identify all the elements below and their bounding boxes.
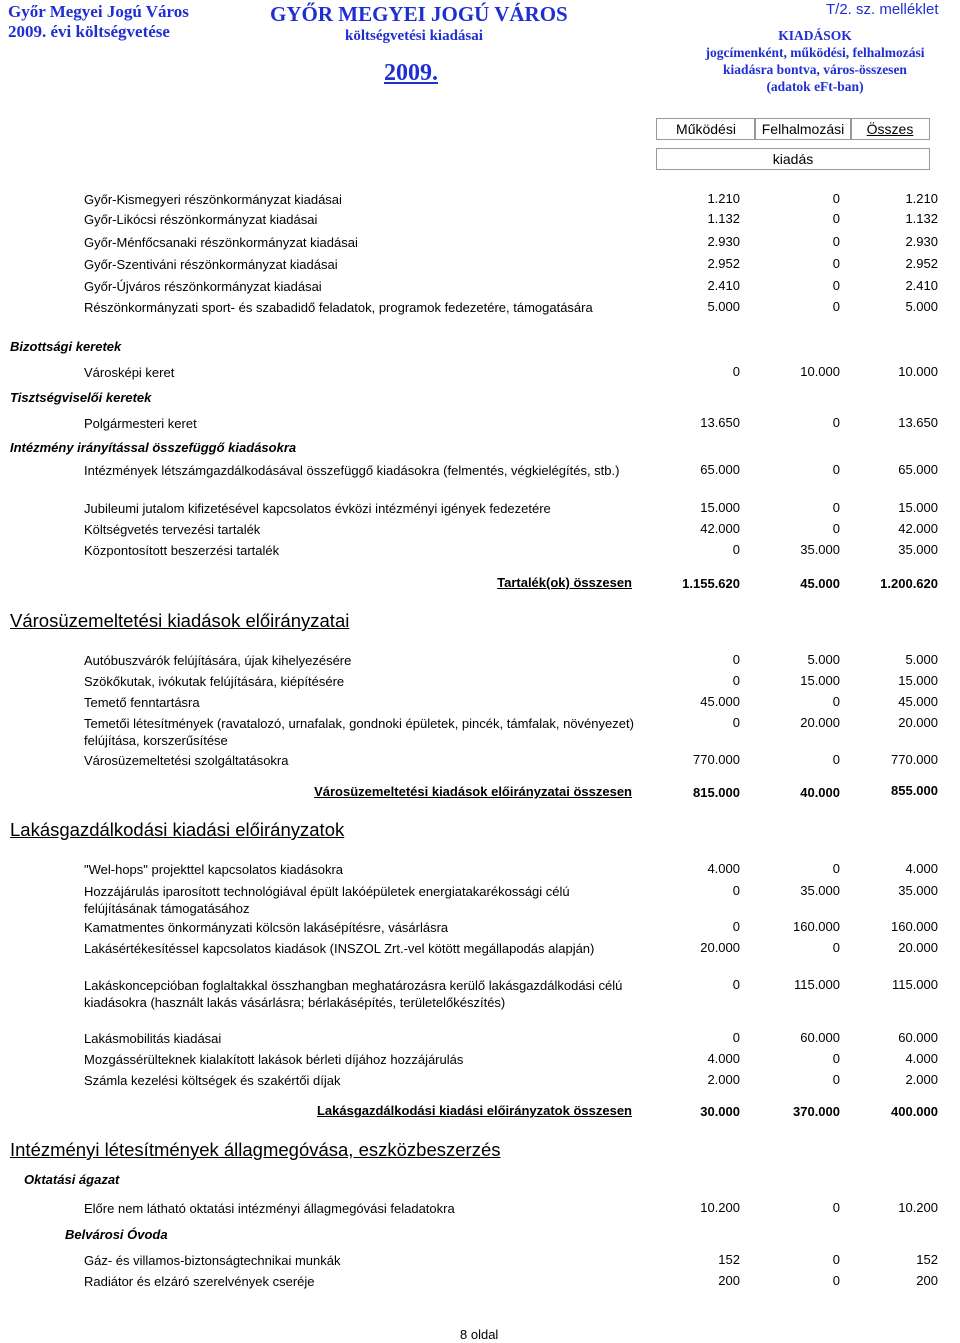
row-label: "Wel-hops" projekttel kapcsolatos kiadásokra (84, 862, 344, 877)
row-osszes: 20.000 (898, 940, 938, 955)
row-felhalmozasi: 0 (832, 234, 840, 249)
sub-belvarosi-ovoda: Belvárosi Óvoda (65, 1227, 168, 1242)
row-osszes: 2.410 (905, 278, 938, 293)
row-mukodesi: 1.210 (707, 191, 740, 206)
row-label: Temetői létesítmények (ravatalozó, urnafalak, gondnoki épületek, pincék, támfalak, növényezet) felújítása, korszerűsítése (84, 716, 634, 748)
row-osszes: 4.000 (905, 861, 938, 876)
row-mukodesi: 13.650 (700, 415, 740, 430)
row-label: Szökőkutak, ivókutak felújítására, kiépítésére (84, 674, 345, 689)
row-felhalmozasi: 5.000 (807, 652, 840, 667)
row-label: Autóbuszvárók felújítására, újak kihelyezésére (84, 653, 352, 668)
row-felhalmozasi: 0 (832, 211, 840, 226)
row-label: Intézmények létszámgazdálkodásával összefüggő kiadásokra (felmentés, végkielégítés, stb.) (84, 463, 620, 478)
header-desc-line: kiadásra bontva, város-összesen (723, 62, 907, 77)
row-osszes: 35.000 (898, 883, 938, 898)
row-label: Polgármesteri keret (84, 416, 197, 431)
row-mukodesi: 0 (732, 673, 740, 688)
row-mukodesi: 0 (732, 715, 740, 730)
row-felhalmozasi: 0 (832, 940, 840, 955)
sub-tisztsegviseloi: Tisztségviselői keretek (10, 390, 152, 405)
total-mukodesi: 1.155.620 (682, 576, 740, 591)
annex-label: T/2. sz. melléklet (826, 1, 939, 18)
row-felhalmozasi: 0 (832, 191, 840, 206)
header-year: 2009. (384, 60, 438, 86)
section-title-lakasgazdalkodas: Lakásgazdálkodási kiadási előirányzatok (10, 819, 345, 840)
header-description (700, 27, 930, 95)
row-osszes: 15.000 (898, 673, 938, 688)
row-felhalmozasi: 0 (832, 861, 840, 876)
row-osszes: 35.000 (898, 542, 938, 557)
row-mukodesi: 20.000 (700, 940, 740, 955)
row-label: Gáz- és villamos-biztonságtechnikai munkák (84, 1253, 341, 1268)
row-osszes: 15.000 (898, 500, 938, 515)
row-osszes: 2.930 (905, 234, 938, 249)
row-felhalmozasi: 10.000 (800, 364, 840, 379)
row-osszes: 20.000 (898, 715, 938, 730)
row-label: Előre nem látható oktatási intézményi állagmegóvási feladatokra (84, 1201, 455, 1216)
row-mukodesi: 4.000 (707, 1051, 740, 1066)
row-felhalmozasi: 0 (832, 415, 840, 430)
col-header-kiadas: kiadás (656, 148, 930, 170)
section-title-intezmenyi: Intézményi létesítmények állagmegóvása, eszközbeszerzés (10, 1139, 501, 1160)
row-felhalmozasi: 35.000 (800, 542, 840, 557)
row-mukodesi: 2.930 (707, 234, 740, 249)
row-osszes: 1.210 (905, 191, 938, 206)
row-osszes: 770.000 (891, 752, 938, 767)
row-mukodesi: 2.410 (707, 278, 740, 293)
row-osszes: 5.000 (905, 299, 938, 314)
row-osszes: 200 (916, 1273, 938, 1288)
row-felhalmozasi: 0 (832, 299, 840, 314)
row-mukodesi: 0 (732, 1030, 740, 1045)
row-label: Jubileumi jutalom kifizetésével kapcsolatos évközi intézményi igények fedezetére (84, 501, 551, 516)
row-label: Győr-Ménfőcsanaki részönkormányzat kiadásai (84, 235, 358, 250)
row-osszes: 2.000 (905, 1072, 938, 1087)
page-number: 8 oldal (460, 1327, 499, 1342)
total-felhalmozasi: 370.000 (793, 1104, 840, 1119)
header-budget-year: 2009. évi költségvetése (8, 22, 170, 41)
row-label: Városüzemeltetési szolgáltatásokra (84, 753, 289, 768)
row-mukodesi: 42.000 (700, 521, 740, 536)
row-osszes: 13.650 (898, 415, 938, 430)
row-felhalmozasi: 0 (832, 694, 840, 709)
row-label: Lakásmobilitás kiadásai (84, 1031, 222, 1046)
row-osszes: 1.132 (905, 211, 938, 226)
total-felhalmozasi: 40.000 (800, 785, 840, 800)
row-osszes: 4.000 (905, 1051, 938, 1066)
row-label: Radiátor és elzáró szerelvények cseréje (84, 1274, 315, 1289)
row-label: Győr-Likócsi részönkormányzat kiadásai (84, 212, 318, 227)
header-subtitle: költségvetési kiadásai (345, 28, 483, 44)
col-header-felhalmozasi: Felhalmozási (754, 118, 852, 140)
row-osszes: 10.000 (898, 364, 938, 379)
row-felhalmozasi: 15.000 (800, 673, 840, 688)
row-osszes: 152 (916, 1252, 938, 1267)
row-mukodesi: 5.000 (707, 299, 740, 314)
row-label: Temető fenntartásra (84, 695, 200, 710)
row-osszes: 160.000 (891, 919, 938, 934)
total-osszes: 400.000 (891, 1104, 938, 1119)
row-label: Hozzájárulás iparosított technológiával épült lakóépületek energiatakarékossági célú felújításának támogatásához (84, 884, 570, 916)
row-label: Lakásértékesítéssel kapcsolatos kiadások (INSZOL Zrt.-vel kötött megállapodás alapján) (84, 941, 595, 956)
row-label: Kamatmentes önkormányzati kölcsön lakásépítésre, vásárlásra (84, 920, 449, 935)
total-mukodesi: 30.000 (700, 1104, 740, 1119)
row-felhalmozasi: 0 (832, 256, 840, 271)
row-felhalmozasi: 0 (832, 752, 840, 767)
row-mukodesi: 65.000 (700, 462, 740, 477)
row-felhalmozasi: 0 (832, 1072, 840, 1087)
col-header-osszes: Összes (850, 118, 930, 140)
row-label: Mozgássérülteknek kialakított lakások bérleti díjához hozzájárulás (84, 1052, 464, 1067)
row-mukodesi: 0 (732, 919, 740, 934)
total-felhalmozasi: 45.000 (800, 576, 840, 591)
total-osszes: 1.200.620 (880, 576, 938, 591)
header-desc-line: jogcímenként, működési, felhalmozási (705, 45, 925, 60)
row-felhalmozasi: 0 (832, 500, 840, 515)
total-label-lakas: Lakásgazdálkodási kiadási előirányzatok összesen (316, 1103, 632, 1118)
row-label: Városképi keret (84, 365, 175, 380)
row-osszes: 60.000 (898, 1030, 938, 1045)
sub-oktatasi: Oktatási ágazat (24, 1172, 120, 1187)
row-felhalmozasi: 20.000 (800, 715, 840, 730)
sub-bizottsagi: Bizottsági keretek (10, 339, 122, 354)
row-mukodesi: 0 (732, 883, 740, 898)
header-city: Győr Megyei Jogú Város (8, 2, 189, 21)
col-header-mukodesi: Működési (656, 118, 756, 140)
row-osszes: 10.200 (898, 1200, 938, 1215)
row-mukodesi: 0 (732, 542, 740, 557)
row-felhalmozasi: 35.000 (800, 883, 840, 898)
total-mukodesi: 815.000 (693, 785, 740, 800)
header-desc-line: (adatok eFt-ban) (766, 79, 864, 94)
row-label: Lakáskoncepcióban foglaltakkal összhangban meghatározásra kerülő lakásgazdálkodási célú kiadásokra (használt lakás vásárlásra; bérlakásépítés, területelőkészítés) (84, 978, 623, 1010)
row-mukodesi: 0 (732, 977, 740, 992)
total-osszes: 855.000 (891, 783, 938, 798)
row-mukodesi: 10.200 (700, 1200, 740, 1215)
row-label: Győr-Szentiváni részönkormányzat kiadásai (84, 257, 338, 272)
row-osszes: 45.000 (898, 694, 938, 709)
row-osszes: 65.000 (898, 462, 938, 477)
row-osszes: 115.000 (891, 977, 938, 992)
row-osszes: 42.000 (898, 521, 938, 536)
row-felhalmozasi: 0 (832, 521, 840, 536)
row-mukodesi: 4.000 (707, 861, 740, 876)
row-felhalmozasi: 160.000 (793, 919, 840, 934)
row-mukodesi: 0 (732, 364, 740, 379)
row-felhalmozasi: 0 (832, 1252, 840, 1267)
row-label: Győr-Újváros részönkormányzat kiadásai (84, 279, 322, 294)
row-felhalmozasi: 0 (832, 462, 840, 477)
sub-intezmeny: Intézmény irányítással összefüggő kiadásokra (10, 440, 297, 455)
row-mukodesi: 2.000 (707, 1072, 740, 1087)
row-osszes: 5.000 (905, 652, 938, 667)
row-mukodesi: 1.132 (707, 211, 740, 226)
row-felhalmozasi: 0 (832, 1200, 840, 1215)
row-felhalmozasi: 0 (832, 1273, 840, 1288)
row-mukodesi: 2.952 (707, 256, 740, 271)
row-mukodesi: 200 (718, 1273, 740, 1288)
total-label-varos: Városüzemeltetési kiadások előirányzatai összesen (314, 784, 632, 799)
header-desc-line: KIADÁSOK (778, 28, 852, 43)
row-felhalmozasi: 60.000 (800, 1030, 840, 1045)
total-label-tartalek: Tartalék(ok) összesen (497, 575, 632, 590)
row-felhalmozasi: 0 (832, 1051, 840, 1066)
row-label: Számla kezelési költségek és szakértői díjak (84, 1073, 341, 1088)
row-mukodesi: 152 (718, 1252, 740, 1267)
section-title-varosuzemeltetes: Városüzemeltetési kiadások előirányzatai (10, 610, 350, 631)
row-label: Részönkormányzati sport- és szabadidő feladatok, programok fedezetére, támogatására (84, 300, 593, 315)
header-title: GYŐR MEGYEI JOGÚ VÁROS (270, 2, 568, 26)
row-label: Győr-Kismegyeri részönkormányzat kiadásai (84, 192, 342, 207)
row-mukodesi: 0 (732, 652, 740, 667)
row-felhalmozasi: 0 (832, 278, 840, 293)
row-mukodesi: 15.000 (700, 500, 740, 515)
row-mukodesi: 770.000 (693, 752, 740, 767)
row-label: Költségvetés tervezési tartalék (84, 522, 261, 537)
row-mukodesi: 45.000 (700, 694, 740, 709)
row-osszes: 2.952 (905, 256, 938, 271)
row-felhalmozasi: 115.000 (793, 977, 840, 992)
row-label: Központosított beszerzési tartalék (84, 543, 280, 558)
